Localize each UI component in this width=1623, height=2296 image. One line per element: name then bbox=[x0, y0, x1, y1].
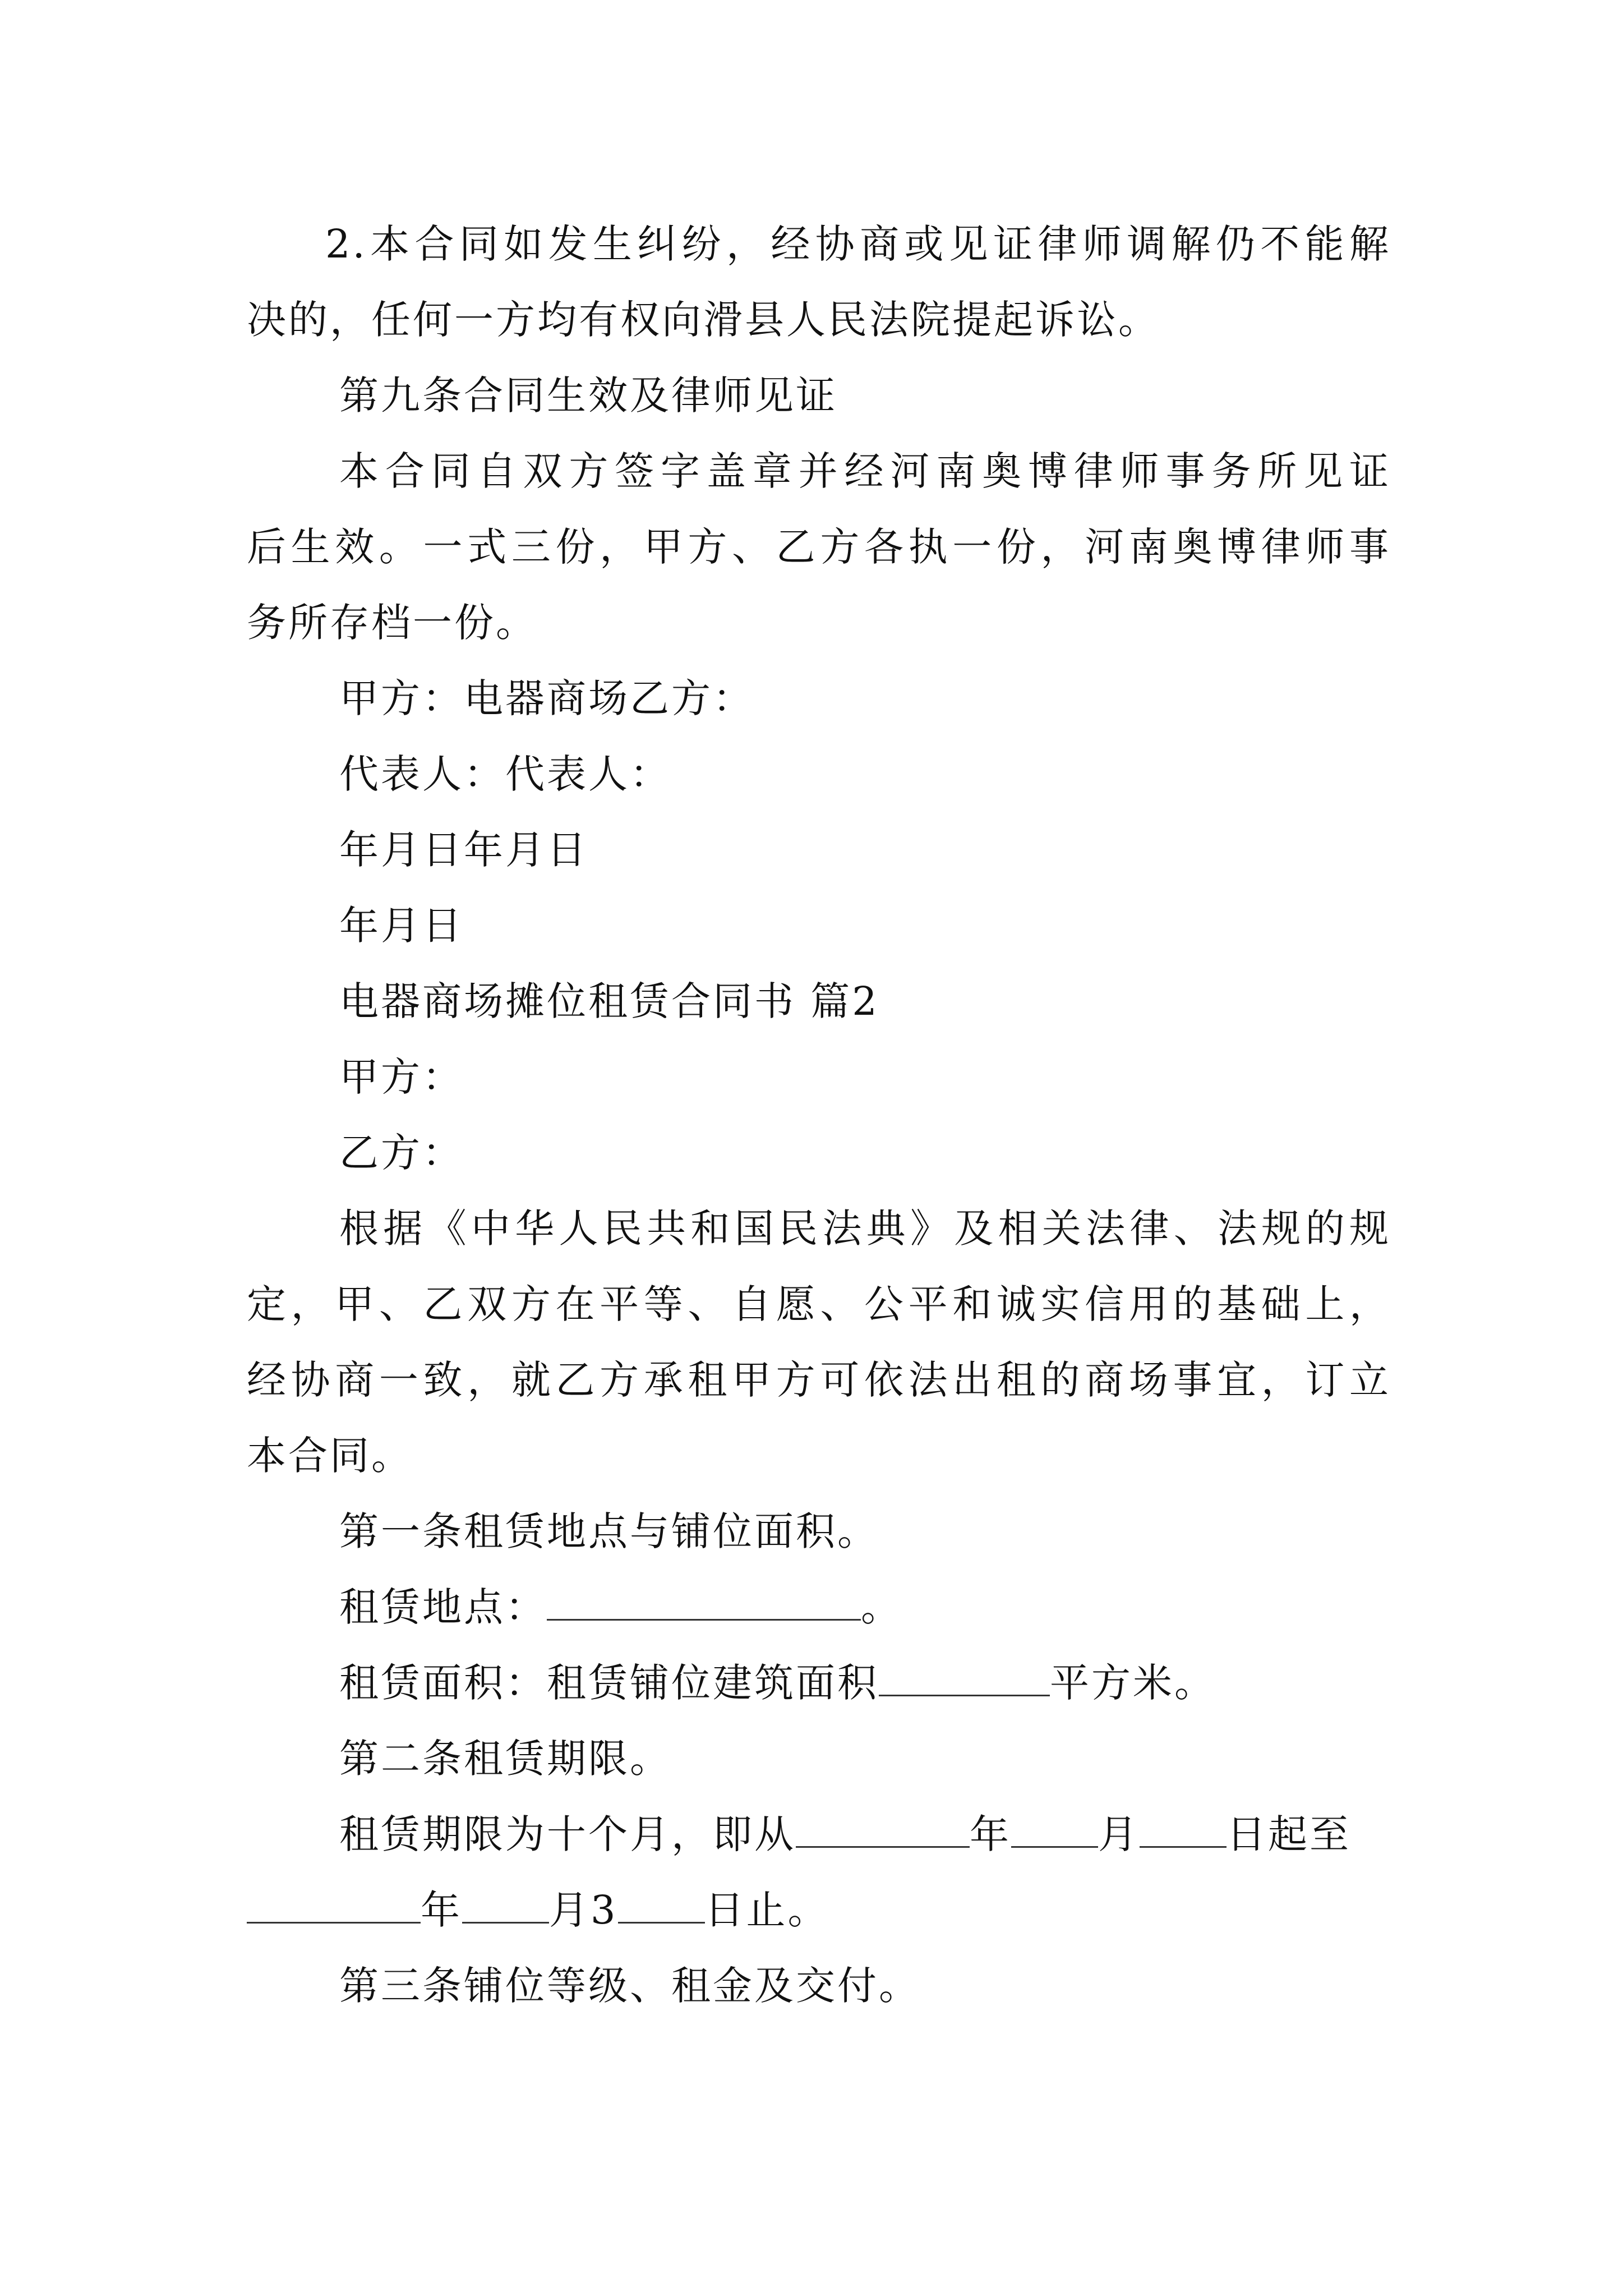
article-heading: 第三条铺位等级、租金及交付。 bbox=[339, 1963, 920, 2009]
lease-location-blank bbox=[547, 1582, 861, 1621]
year-label: 年 bbox=[970, 1811, 1011, 1857]
article-heading: 第二条租赁期限。 bbox=[339, 1736, 671, 1782]
paragraph-line: 定，甲、乙双方在平等、自愿、公平和诚实信用的基础上， bbox=[247, 1281, 1391, 1327]
paragraph-line: 经协商一致，就乙方承租甲方可依法出租的商场事宜，订立 bbox=[247, 1357, 1391, 1403]
lease-location-end: 。 bbox=[861, 1584, 902, 1630]
lease-term-end-line bbox=[247, 1882, 1391, 1938]
day-from-label: 日起至 bbox=[1227, 1811, 1351, 1857]
month-label: 月3 bbox=[549, 1887, 618, 1933]
date-line: 年月日 bbox=[339, 903, 464, 949]
article-heading: 第九条合同生效及律师见证 bbox=[339, 372, 837, 418]
paragraph-line: 务所存档一份。 bbox=[247, 600, 537, 646]
paragraph-line: 2.本合同如发生纠纷，经协商或见证律师调解仍不能解 bbox=[325, 221, 1391, 267]
party-line: 乙方： bbox=[339, 1130, 464, 1176]
start-month-blank bbox=[1011, 1809, 1098, 1848]
lease-term-line bbox=[339, 1806, 1483, 1862]
signature-line: 代表人：代表人： bbox=[339, 751, 671, 797]
paragraph-line: 本合同。 bbox=[247, 1433, 413, 1479]
day-end-label: 日止。 bbox=[704, 1887, 829, 1933]
lease-area-blank bbox=[879, 1658, 1050, 1696]
signature-line: 甲方：电器商场乙方： bbox=[339, 675, 754, 721]
start-day-blank bbox=[1140, 1809, 1227, 1848]
article-heading: 第一条租赁地点与铺位面积。 bbox=[339, 1508, 879, 1554]
lease-area-unit: 平方米。 bbox=[1050, 1660, 1216, 1706]
year-label: 年 bbox=[421, 1887, 462, 1933]
end-year-blank bbox=[247, 1885, 421, 1924]
month-label: 月 bbox=[1098, 1811, 1140, 1857]
paragraph-line: 后生效。一式三份，甲方、乙方各执一份，河南奥博律师事 bbox=[247, 524, 1391, 570]
section-title: 电器商场摊位租赁合同书 篇2 bbox=[339, 978, 879, 1024]
paragraph-line: 根据《中华人民共和国民法典》及相关法律、法规的规 bbox=[339, 1205, 1391, 1251]
lease-term-intro: 租赁期限为十个月，即从 bbox=[339, 1811, 796, 1857]
lease-location-label: 租赁地点： bbox=[339, 1584, 547, 1630]
lease-location-line bbox=[339, 1579, 1483, 1635]
lease-area-line bbox=[339, 1655, 1483, 1711]
date-line: 年月日年月日 bbox=[339, 827, 588, 873]
start-year-blank bbox=[796, 1809, 970, 1848]
end-month-blank bbox=[462, 1885, 549, 1924]
party-line: 甲方： bbox=[339, 1054, 464, 1100]
lease-area-label: 租赁面积：租赁铺位建筑面积 bbox=[339, 1660, 879, 1706]
end-day-blank bbox=[618, 1885, 705, 1924]
paragraph-line: 决的，任何一方均有权向滑县人民法院提起诉讼。 bbox=[247, 297, 1160, 343]
paragraph-line: 本合同自双方签字盖章并经河南奥博律师事务所见证 bbox=[339, 448, 1391, 494]
